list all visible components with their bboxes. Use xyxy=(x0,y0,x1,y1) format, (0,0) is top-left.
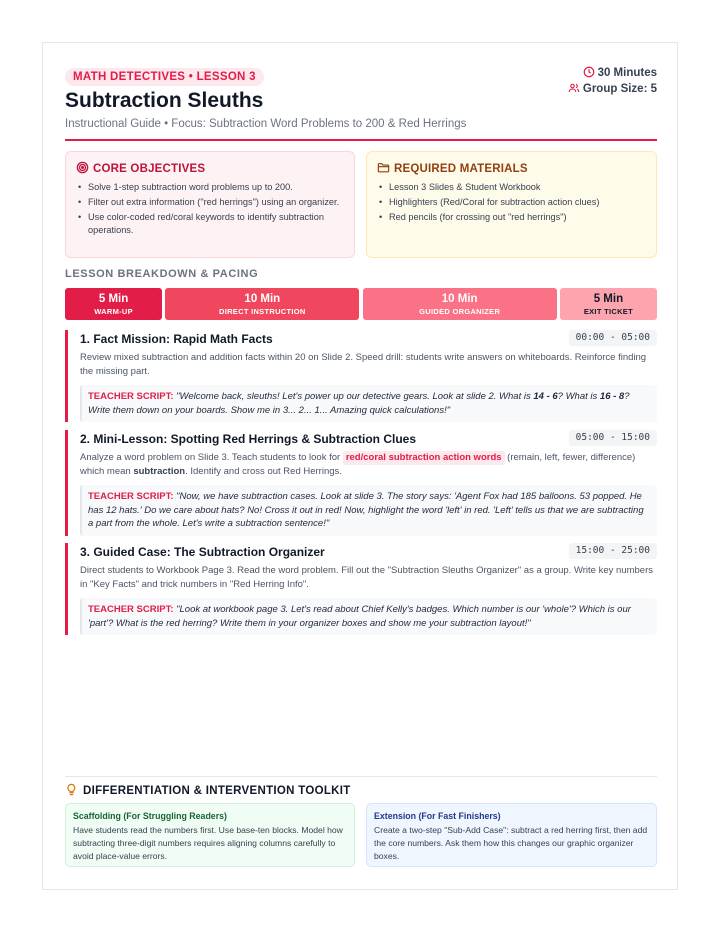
script-part: "Welcome back, sleuths! Let's power up our detective gears. Look at slide 2. What is xyxy=(176,391,534,402)
pacing-label: DIRECT INSTRUCTION xyxy=(218,307,306,316)
objectives-heading xyxy=(76,161,344,177)
scaffolding-card xyxy=(65,803,355,867)
step-title: 1. Fact Mission: Rapid Math Facts xyxy=(80,332,273,346)
pacing-label: WARM-UP xyxy=(94,307,133,316)
step-header xyxy=(80,330,657,348)
lesson-badge: MATH DETECTIVES • LESSON 3 xyxy=(65,68,264,86)
materials-list xyxy=(377,181,646,224)
pacing-bar xyxy=(65,288,657,320)
objectives-card xyxy=(65,151,355,258)
script-text: "Now, we have subtraction cases. Look at slide 3. The story says: 'Agent Fox had 185 balloons. 53 popped. He has 12 hats.' Do we care about hats? No! Cross it out in red! Now, highlight the word 'left' in red. 'Left' tells us that we are subtracting a part from the whole. Let's write a subtraction sentence!" xyxy=(88,491,644,529)
lesson-page xyxy=(42,42,678,890)
list-item: • Highlighters (Red/Coral for subtraction action clues) xyxy=(377,196,646,209)
objectives-list xyxy=(76,181,344,237)
script-part: ? Write them down on your boards. Show me in 3... 2... 1... Amazing quick calculations!" xyxy=(88,391,630,416)
clock-icon xyxy=(583,66,595,81)
step-description: Direct students to Workbook Page 3. Read the word problem. Fill out the "Subtraction Sleuths Organizer" as a group. Write key numbers in "Key Facts" and trick numbers in "Red Herring Info". xyxy=(80,565,653,590)
script-label: TEACHER SCRIPT: xyxy=(88,491,174,502)
lesson-step xyxy=(65,330,657,422)
duration-row xyxy=(568,65,657,81)
desc-part: (remain, left, fewer, difference) which mean xyxy=(80,452,636,477)
pacing-minutes: 5 Min xyxy=(593,293,624,305)
lesson-step xyxy=(65,430,657,536)
folder-icon xyxy=(377,161,390,177)
list-item: • Use color-coded red/coral keywords to identify subtraction operations. xyxy=(76,211,344,237)
pacing-segment xyxy=(65,288,162,320)
pacing-segment xyxy=(560,288,657,320)
desc-part: Analyze a word problem on Slide 3. Teach students to look for xyxy=(80,452,343,463)
scaffolding-body: Have students read the numbers first. Use base-ten blocks. Model how subtracting three-digit numbers requires aligning columns carefully to avoid place-value errors. xyxy=(73,825,343,861)
target-icon xyxy=(76,161,89,177)
teacher-script xyxy=(80,485,657,536)
page-title: Subtraction Sleuths xyxy=(65,89,264,112)
script-emphasis: 14 - 6 xyxy=(533,391,558,402)
extension-body: Create a two-step "Sub-Add Case": subtract a red herring first, then add the core numbers. Ask them how this changes our graphic organizer boxes. xyxy=(374,825,648,861)
pacing-label: EXIT TICKET xyxy=(583,307,633,316)
step-time-badge: 05:00 - 15:00 xyxy=(569,430,657,446)
keyword-highlight: red/coral subtraction action words xyxy=(343,451,505,465)
lesson-step xyxy=(65,543,657,635)
step-header xyxy=(80,430,657,448)
extension-heading: Extension (For Fast Finishers) xyxy=(374,811,501,821)
lightbulb-icon xyxy=(65,783,78,799)
teacher-script xyxy=(80,598,657,635)
script-text: "Look at workbook page 3. Let's read about Chief Kelly's badges. Which number is our 'whole'? Which is our 'part'? What is the red herring? Write them in your organizer boxes and show me your subtraction layout!" xyxy=(88,604,631,629)
lesson-header xyxy=(65,43,657,141)
differentiation-title: DIFFERENTIATION & INTERVENTION TOOLKIT xyxy=(83,785,351,797)
script-label: TEACHER SCRIPT: xyxy=(88,604,174,615)
step-description: Review mixed subtraction and addition facts within 20 on Slide 2. Speed drill: students write answers on whiteboards. Reinforce finding the missing part. xyxy=(80,352,647,377)
lesson-meta xyxy=(568,65,657,97)
pacing-minutes: 5 Min xyxy=(98,293,129,305)
desc-bold: subtraction xyxy=(133,466,186,477)
differentiation-heading xyxy=(65,783,657,799)
step-title: 2. Mini-Lesson: Spotting Red Herrings & Subtraction Clues xyxy=(80,432,417,446)
pacing-segment xyxy=(363,288,557,320)
differentiation-section xyxy=(65,776,657,861)
pacing-minutes: 10 Min xyxy=(441,293,478,305)
pacing-minutes: 10 Min xyxy=(244,293,281,305)
list-item: • Solve 1-step subtraction word problems up to 200. xyxy=(76,181,344,194)
list-item: • Filter out extra information ("red herrings") using an organizer. xyxy=(76,196,344,209)
users-icon xyxy=(568,82,580,97)
materials-card xyxy=(366,151,657,258)
page-content xyxy=(65,43,657,861)
group-size-text: Group Size: 5 xyxy=(582,83,657,95)
group-size-row xyxy=(568,81,657,97)
script-label: TEACHER SCRIPT: xyxy=(88,391,174,402)
script-emphasis: 16 - 8 xyxy=(599,391,625,402)
overview-cards xyxy=(65,151,657,258)
breakdown-heading: LESSON BREAKDOWN & PACING xyxy=(65,268,259,280)
teacher-script xyxy=(80,385,657,422)
desc-part: . Identify and cross out Red Herrings. xyxy=(185,466,342,477)
step-time-badge: 00:00 - 05:00 xyxy=(569,330,657,346)
materials-title: REQUIRED MATERIALS xyxy=(394,163,528,175)
step-header xyxy=(80,543,657,561)
list-item: • Red pencils (for crossing out "red herrings") xyxy=(377,211,646,224)
extension-card xyxy=(366,803,657,867)
objectives-title: CORE OBJECTIVES xyxy=(93,163,206,175)
list-item: • Lesson 3 Slides & Student Workbook xyxy=(377,181,646,194)
pacing-label: GUIDED ORGANIZER xyxy=(419,307,501,316)
step-title: 3. Guided Case: The Subtraction Organizer xyxy=(80,545,325,559)
script-part: ? What is xyxy=(557,391,600,402)
materials-heading xyxy=(377,161,646,177)
pacing-segment xyxy=(165,288,359,320)
step-time-badge: 15:00 - 25:00 xyxy=(569,543,657,559)
scaffolding-heading: Scaffolding (For Struggling Readers) xyxy=(73,811,227,821)
duration-text: 30 Minutes xyxy=(597,67,657,79)
step-description xyxy=(80,451,657,479)
page-subtitle: Instructional Guide • Focus: Subtraction Word Problems to 200 & Red Herrings xyxy=(65,118,467,130)
